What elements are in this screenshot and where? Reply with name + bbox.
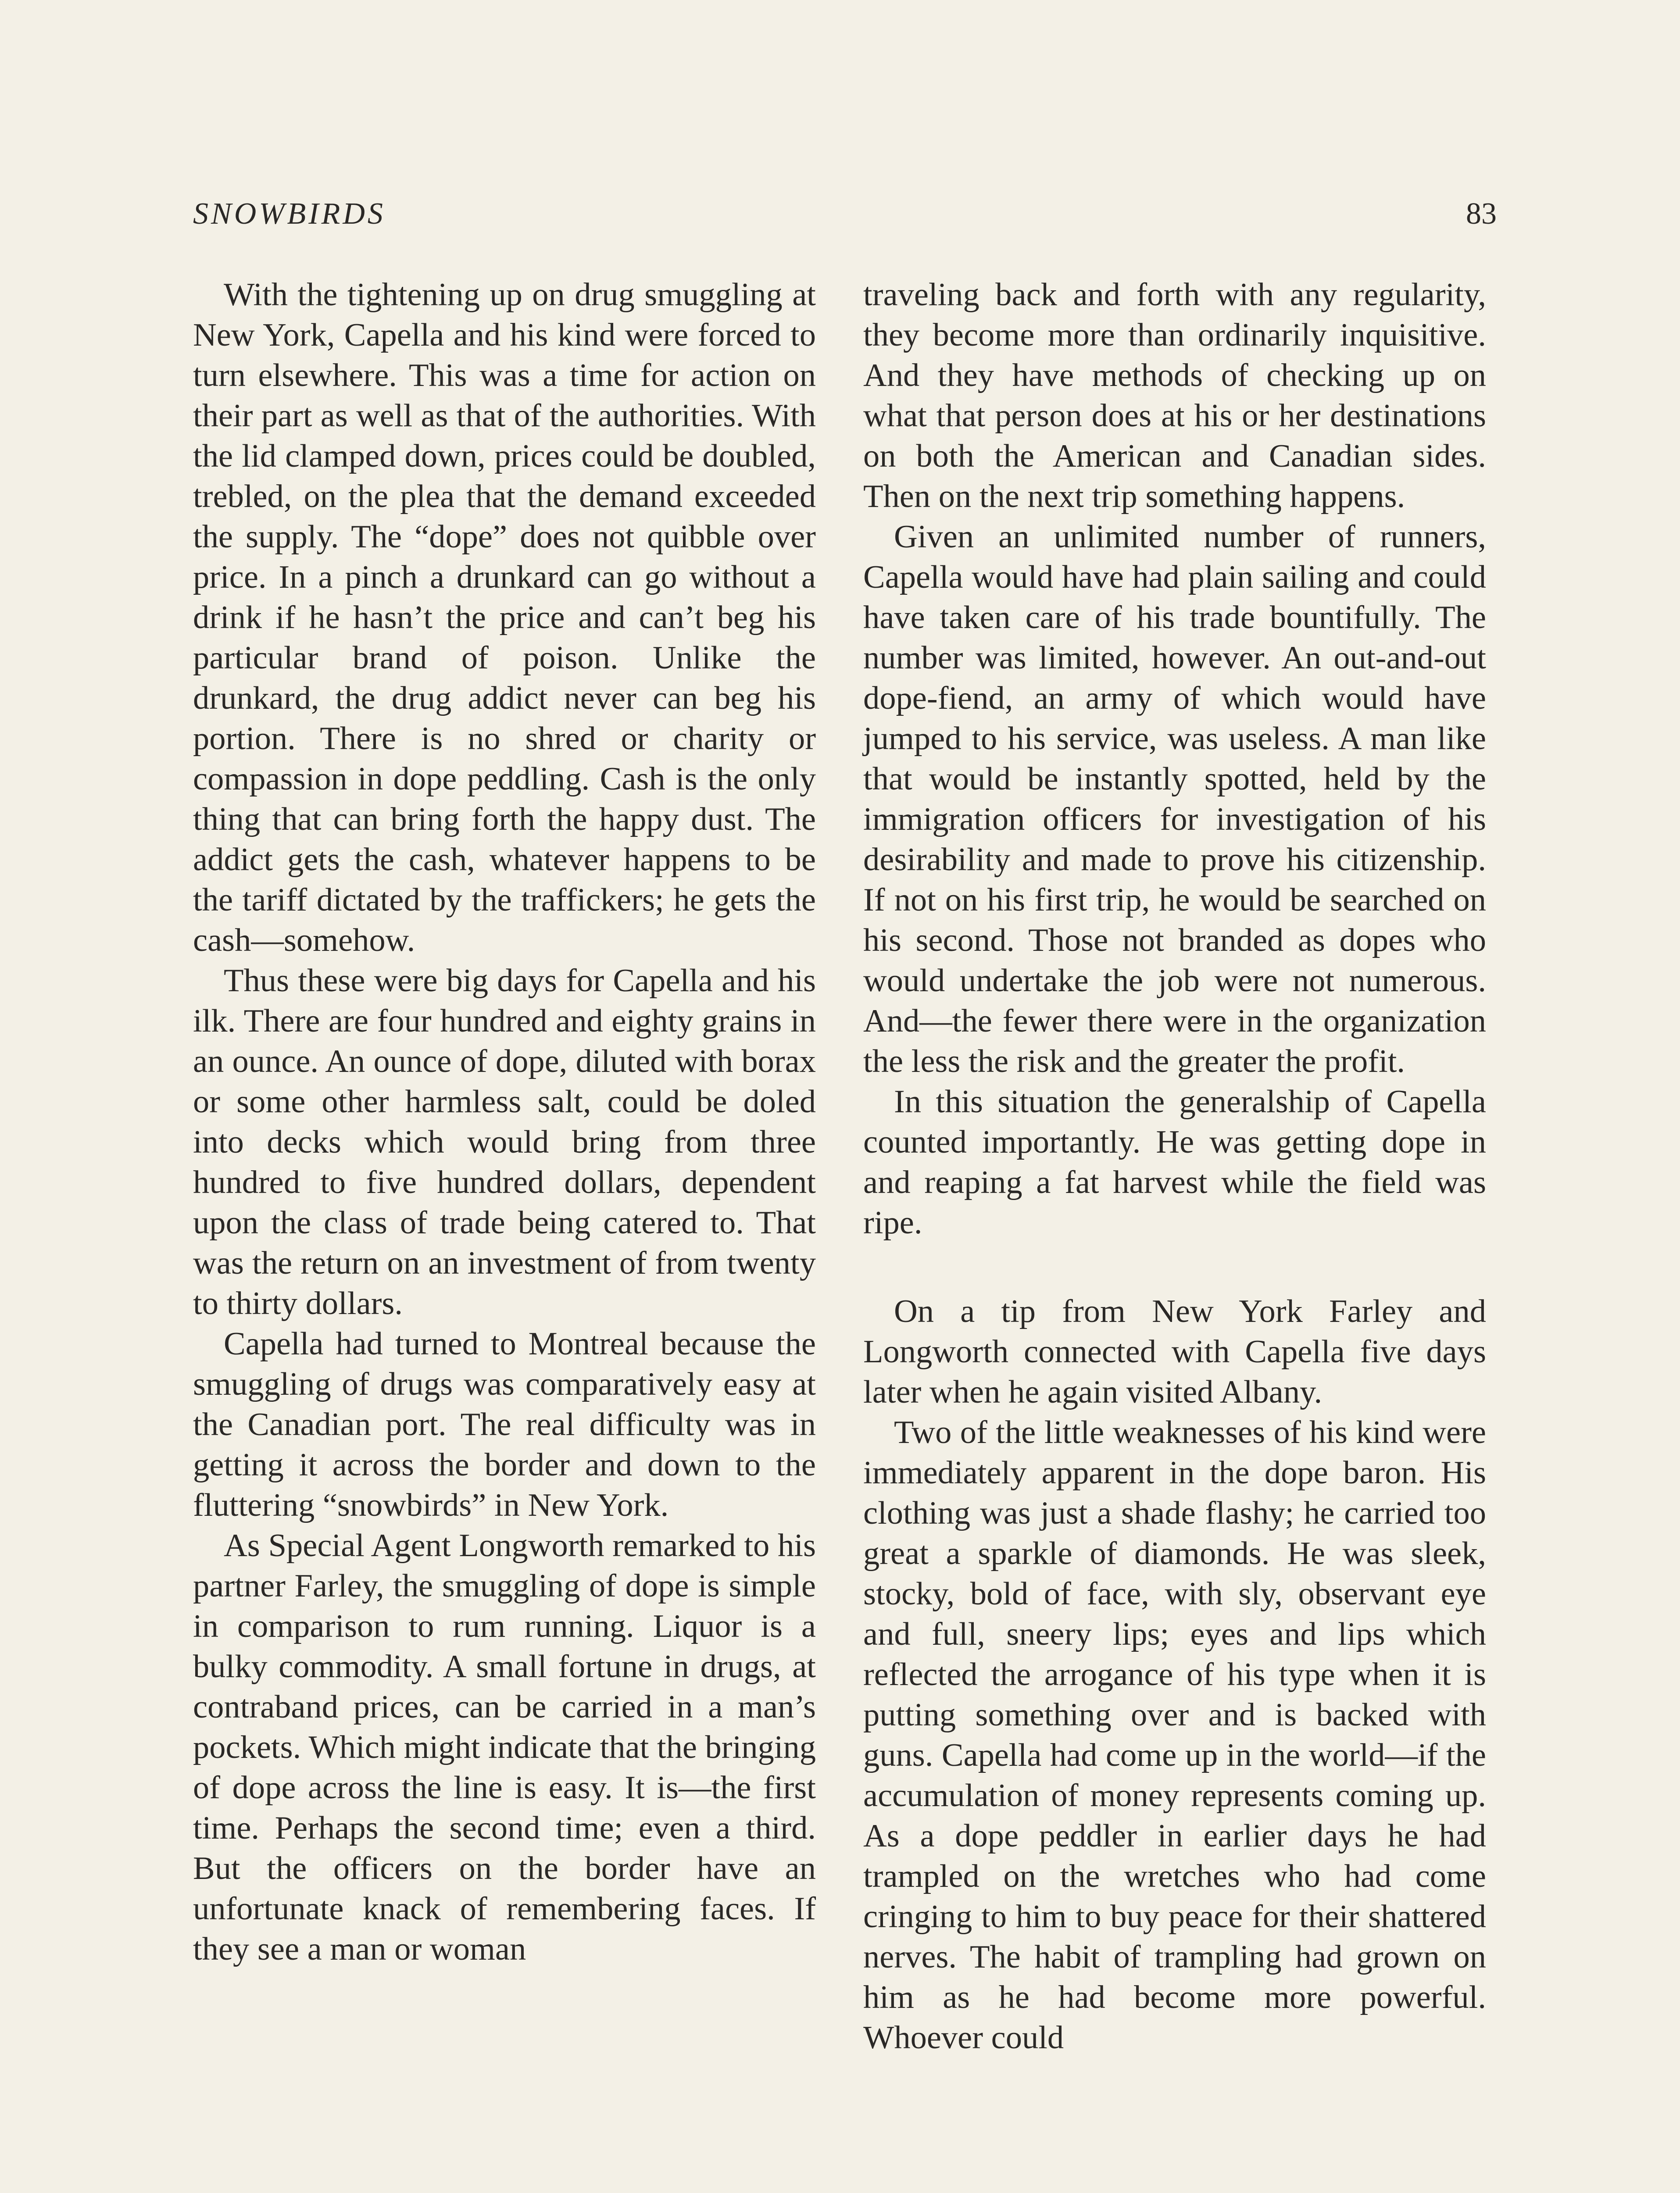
- paragraph: Thus these were big days for Capella and his ilk. There are four hundred and eighty grains in an ounce. An ounce of dope, diluted with borax or some other harmless salt, could be doled into decks which would bring from three hundred to five hundred dollars, dependent upon the class of trade being catered to. That was the return on an investment of from twenty to thirty dollars.: [193, 963, 816, 1322]
- page-number: 83: [1466, 197, 1497, 231]
- left-column: [193, 275, 816, 1969]
- paragraph: On a tip from New York Farley and Longworth connected with Capella five days later when he again visited Albany.: [863, 1293, 1486, 1410]
- paragraph: With the tightening up on drug smuggling at New York, Capella and his kind were forced to turn elsewhere. This was a time for action on their part as well as that of the authorities. With the lid clamped down, prices could be doubled, trebled, on the plea that the demand exceeded the supply. The “dope” does not quibble over price. In a pinch a drunkard can go without a drink if he hasn’t the price and can’t beg his particular brand of poison. Unlike the drunkard, the drug addict never can beg his portion. There is no shred or charity or compassion in dope peddling. Cash is the only thing that can bring forth the happy dust. The addict gets the cash, whatever happens to be the tariff dictated by the traffickers; he gets the cash—somehow.: [193, 277, 816, 958]
- continued-paragraph: traveling back and forth with any regularity, they become more than ordinarily inquisitive. And they have methods of checking up on what that person does at his or her destinations on both the American and Canadian sides. Then on the next trip something happens.: [863, 277, 1486, 514]
- paragraph: In this situation the generalship of Capella counted importantly. He was getting dope in and reaping a fat harvest while the field was ripe.: [863, 1084, 1486, 1241]
- section-break: [863, 1243, 1486, 1291]
- paragraph: As Special Agent Longworth remarked to his partner Farley, the smuggling of dope is simple in comparison to rum running. Liquor is a bulky commodity. A small fortune in drugs, at contraband prices, can be carried in a man’s pockets. Which might indicate that the bringing of dope across the line is easy. It is—the first time. Perhaps the second time; even a third. But the officers on the border have an unfortunate knack of remembering faces. If they see a man or woman: [193, 1528, 816, 1967]
- paragraph: Two of the little weaknesses of his kind were immediately apparent in the dope baron. His clothing was just a shade flashy; he carried too great a sparkle of diamonds. He was sleek, stocky, bold of face, with sly, observant eye and full, sneery lips; eyes and lips which reflected the arrogance of his type when it is putting something over and is backed with guns. Capella had come up in the world—if the accumulation of money represents coming up. As a dope peddler in earlier days he had trampled on the wretches who had come cringing to him to buy peace for their shattered nerves. The habit of trampling had grown on him as he had become more powerful. Whoever could: [863, 1414, 1486, 2056]
- paragraph: Capella had turned to Montreal because the smuggling of drugs was comparatively easy at the Canadian port. The real difficulty was in getting it across the border and down to the fluttering “snowbirds” in New York.: [193, 1326, 816, 1523]
- running-head: SNOWBIRDS: [193, 197, 386, 231]
- right-column: [863, 275, 1486, 2058]
- paragraph: Given an unlimited number of runners, Capella would have had plain sailing and could have taken care of his trade bountifully. The number was limited, however. An out-and-out dope-fiend, an army of which would have jumped to his service, was useless. A man like that would be instantly spotted, held by the immigration officers for investigation of his desirability and made to prove his citizenship. If not on his first trip, he would be searched on his second. Those not branded as dopes who would undertake the job were not numerous. And—the fewer there were in the organization the less the risk and the greater the profit.: [863, 519, 1486, 1079]
